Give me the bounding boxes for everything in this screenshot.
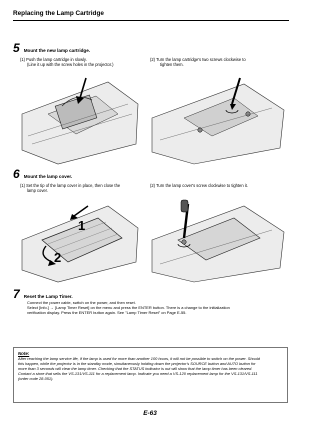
illustration-tighten-lamp-screws bbox=[148, 74, 288, 166]
callout-2: 2 bbox=[54, 250, 62, 265]
note-line-5: (order code 28-051). bbox=[18, 375, 54, 381]
note-title: Note: bbox=[18, 351, 30, 356]
illustration-insert-lamp bbox=[18, 74, 140, 166]
step-7-line-1: Connect the power cable, switch on the power, and then reset. bbox=[27, 300, 136, 305]
step-6-left-line-1: (1) Set the tip of the lamp cover in place, then close the bbox=[20, 183, 121, 188]
step-7-heading bbox=[13, 288, 73, 300]
step-6-heading bbox=[13, 168, 72, 180]
callout-1: 1 bbox=[78, 218, 86, 233]
note-line-2: this happen, while the projector is in the standby mode, simultaneously holding down the projector's SOURCE button and AUTO button for bbox=[18, 360, 256, 366]
step-7-title: Reset the Lamp Timer. bbox=[23, 294, 73, 299]
step-6-left-line-2: lamp cover. bbox=[27, 188, 48, 193]
step-5-left-line-1: (1) Push the lamp cartridge in slowly. bbox=[20, 57, 87, 62]
step-5-right-line-2: tighten them. bbox=[160, 62, 184, 67]
note-text bbox=[18, 357, 283, 382]
illustration-close-lamp-cover bbox=[18, 198, 140, 284]
header-rule bbox=[13, 20, 289, 21]
step-5-title: Mount the new lamp cartridge. bbox=[23, 48, 91, 53]
step-6-number: 6 bbox=[13, 167, 20, 181]
step-5-number: 5 bbox=[13, 41, 20, 55]
step-7-line-2: Select [Info.] → [Lamp Timer Reset] on the menu and press the ENTER button. There is a change to the initialization bbox=[27, 305, 230, 311]
note-line-1: After reaching the lamp service life, if the lamp is used for more than another 100 hours, it will not be possible to switch on the power. Should bbox=[18, 356, 260, 361]
step-5-instruction-left bbox=[20, 57, 145, 67]
illustration-tighten-cover-screw bbox=[148, 198, 288, 284]
step-6-instruction-right bbox=[150, 183, 288, 188]
note-box bbox=[13, 347, 288, 403]
step-7-number: 7 bbox=[13, 287, 20, 301]
step-6-right-line-1: (2) Turn the lamp cover's screw clockwise to tighten it. bbox=[150, 183, 248, 188]
page-number: E-63 bbox=[143, 410, 157, 417]
step-5-heading bbox=[13, 42, 90, 54]
page-header-title: Replacing the Lamp Cartridge bbox=[13, 10, 104, 17]
note-line-3: more than 3 seconds will clear the lamp timer. Checking that the STATUS indicator is out will show that the lamp timer has been cleared. bbox=[18, 365, 253, 371]
note-line-4: Contact a store that sells the VS-131/VS-111 for a replacement lamp. Indicate you need a VS-120 replacement lamp for the VS-131/VS-111 bbox=[18, 370, 258, 376]
step-7-line-3: verification display. Press the ENTER button again. See "Lamp Timer Reset" on Page E-55. bbox=[27, 310, 187, 316]
step-5-instruction-right bbox=[150, 57, 288, 67]
step-5-left-line-2: (Line it up with the screw holes in the projector.) bbox=[27, 62, 114, 67]
step-6-instruction-left bbox=[20, 183, 145, 193]
step-7-body bbox=[27, 300, 289, 316]
step-6-title: Mount the lamp cover. bbox=[23, 174, 73, 179]
step-5-right-line-1: (2) Turn the lamp cartridge's two screws clockwise to bbox=[150, 57, 246, 62]
